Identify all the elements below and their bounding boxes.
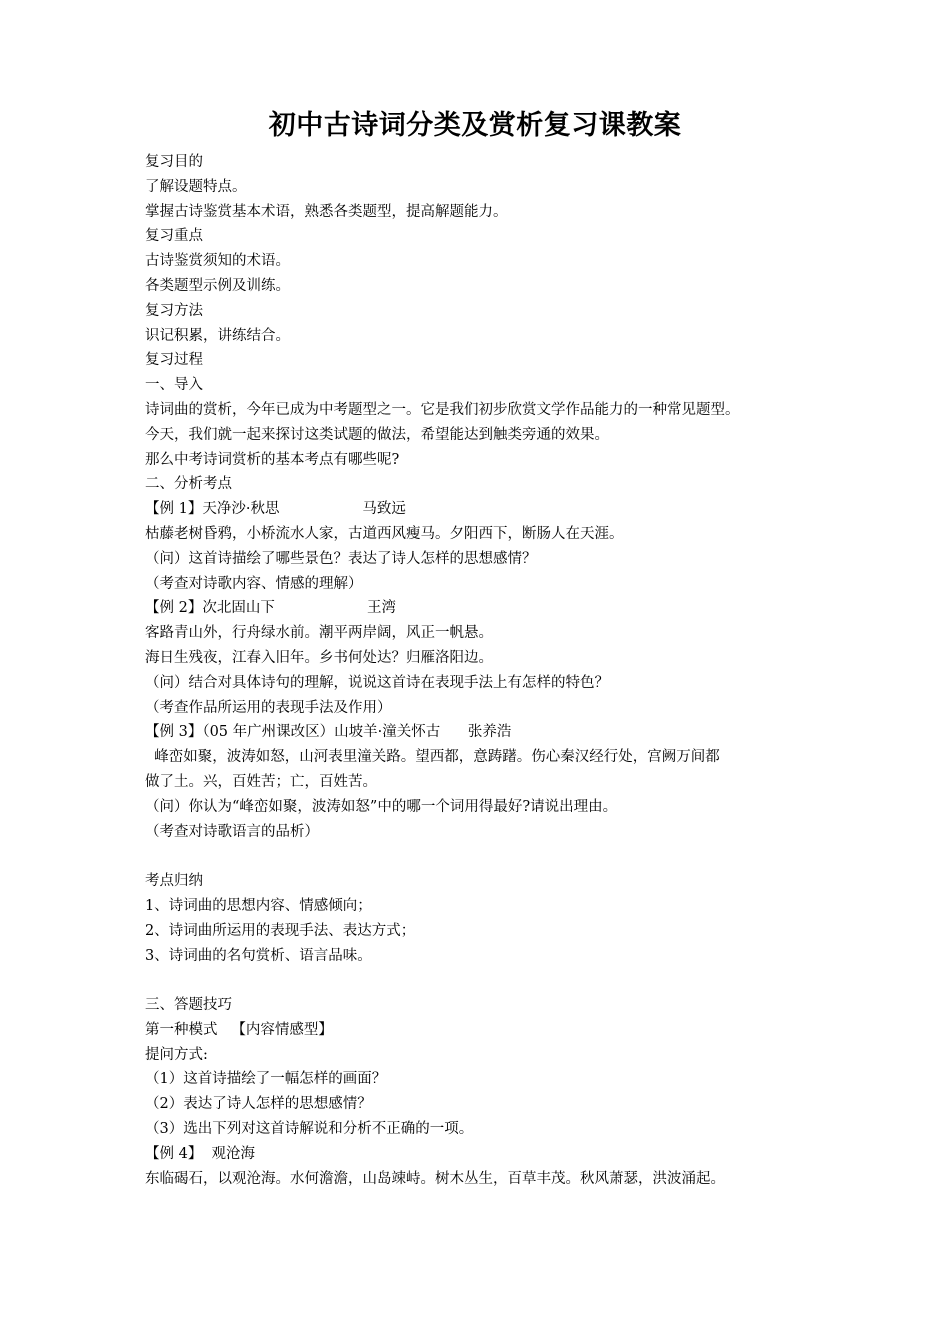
document-title: 初中古诗词分类及赏析复习课教案 xyxy=(268,110,682,141)
section-heading-analysis: 二、分析考点 xyxy=(145,476,232,493)
poem-line: 枯藤老树昏鸦，小桥流水人家，古道西风瘦马。夕阳西下，断肠人在天涯。 xyxy=(145,525,624,542)
heading-review-method: 复习方法 xyxy=(145,302,203,319)
blank-line xyxy=(145,968,813,993)
note-line: （考查作品所运用的表现手法及作用） xyxy=(145,699,392,716)
heading-review-goal: 复习目的 xyxy=(145,154,203,170)
question-line: （问）你认为“峰峦如聚，波涛如怒”中的哪一个词用得最好?请说出理由。 xyxy=(145,798,618,815)
question-line: （问）结合对具体诗句的理解，说说这首诗在表现手法上有怎样的特色？ xyxy=(145,674,609,691)
paragraph-line: 今天，我们就一起来探讨这类试题的做法，希望能达到触类旁通的效果。 xyxy=(145,426,609,443)
note-line: （考查对诗歌内容、情感的理解） xyxy=(145,575,363,592)
blank-line xyxy=(145,844,813,869)
question-item: （3）选出下列对这首诗解说和分析不正确的一项。 xyxy=(145,1121,474,1138)
summary-item: 3、诗词曲的名句赏析、语言品味。 xyxy=(145,947,372,964)
poem-line: 峰峦如聚，波涛如怒，山河表里潼关路。望西都，意踌躇。伤心秦汉经行处，宫阙万间都 xyxy=(145,749,720,766)
question-item: （1）这首诗描绘了一幅怎样的画面？ xyxy=(145,1071,387,1088)
poem-line: 海日生残夜，江春入旧年。乡书何处达？归雁洛阳边。 xyxy=(145,649,493,666)
heading-review-focus: 复习重点 xyxy=(145,228,203,245)
example-4-heading: 【例 4】 观沧海 xyxy=(145,1145,256,1162)
heading-review-process: 复习过程 xyxy=(145,352,203,369)
question-line: （问）这首诗描绘了哪些景色？表达了诗人怎样的思想感情？ xyxy=(145,550,537,567)
example-2-heading: 【例 2】次北固山下 王湾 xyxy=(145,600,397,617)
section-heading-intro: 一、导入 xyxy=(145,377,203,394)
poem-line: 东临碣石，以观沧海。水何澹澹，山岛竦峙。树木丛生，百草丰茂。秋风萧瑟，洪波涌起。 xyxy=(145,1170,725,1187)
paragraph-line: 古诗鉴赏须知的术语。 xyxy=(145,253,290,270)
poem-line: 做了土。兴，百姓苦；亡，百姓苦。 xyxy=(145,773,377,790)
paragraph-line: 提问方式: xyxy=(145,1046,208,1063)
heading-summary: 考点归纳 xyxy=(145,873,203,890)
question-item: （2）表达了诗人怎样的思想感情？ xyxy=(145,1096,372,1113)
note-line: （考查对诗歌语言的品析） xyxy=(145,823,319,840)
example-3-heading: 【例 3】（05 年广州课改区）山坡羊·潼关怀古 张养浩 xyxy=(145,724,512,741)
summary-item: 2、诗词曲所运用的表现手法、表达方式； xyxy=(145,922,416,939)
document-body xyxy=(145,150,813,1191)
paragraph-line: 诗词曲的赏析，今年已成为中考题型之一。它是我们初步欣赏文学作品能力的一种常见题型。 xyxy=(145,401,740,418)
paragraph-line: 识记积累，讲练结合。 xyxy=(145,327,290,344)
summary-item: 1、诗词曲的思想内容、情感倾向； xyxy=(145,897,372,914)
example-1-heading: 【例 1】天净沙·秋思 马致远 xyxy=(145,501,406,518)
poem-line: 客路青山外，行舟绿水前。潮平两岸阔，风正一帆悬。 xyxy=(145,625,493,642)
paragraph-line: 各类题型示例及训练。 xyxy=(145,277,290,294)
paragraph-line: 那么中考诗词赏析的基本考点有哪些呢? xyxy=(145,451,400,468)
paragraph-line: 掌握古诗鉴赏基本术语，熟悉各类题型，提高解题能力。 xyxy=(145,203,508,220)
paragraph-line: 了解设题特点。 xyxy=(145,178,247,195)
section-heading-techniques: 三、答题技巧 xyxy=(145,997,232,1014)
mode-heading: 第一种模式 【内容情感型】 xyxy=(145,1021,333,1038)
